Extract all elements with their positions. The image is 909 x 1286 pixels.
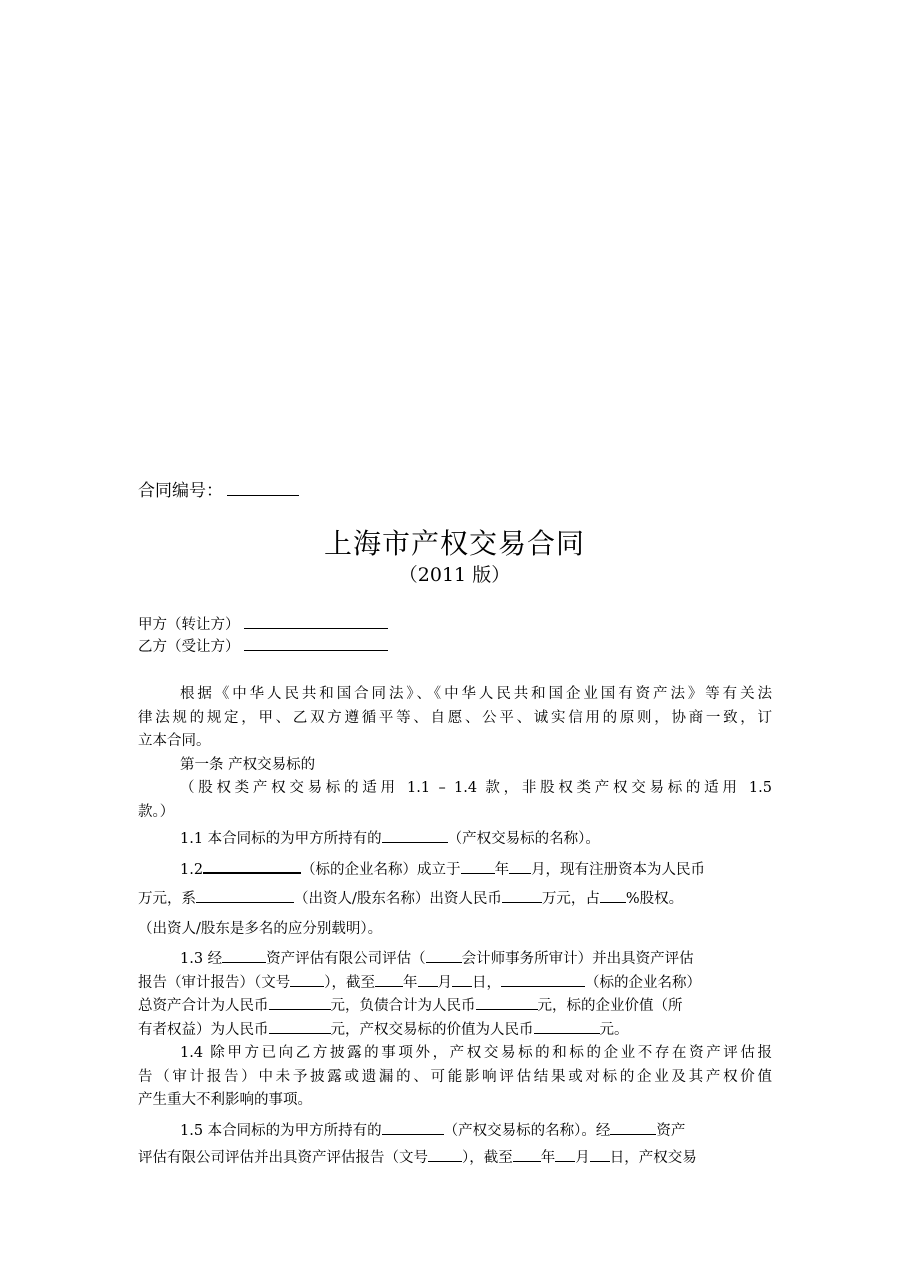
contract-number-blank bbox=[227, 479, 299, 496]
party-a bbox=[138, 614, 388, 636]
clause-1-3-text-h: 日， bbox=[472, 974, 501, 991]
clause-1-3 bbox=[138, 948, 772, 1042]
clause-1-4-line-1: 1.4 除甲方已向乙方披露的事项外，产权交易标的和标的企业不存在资产评估报 bbox=[180, 1045, 772, 1061]
clause-1-2-blank-company bbox=[203, 859, 301, 874]
clause-1-5-blank-appraiser bbox=[610, 1121, 656, 1135]
clause-1-3-line-4 bbox=[138, 1019, 772, 1043]
clause-1-1 bbox=[138, 828, 772, 852]
preamble-line-3: 立本合同。 bbox=[138, 733, 211, 749]
clause-1-2-line-2 bbox=[138, 888, 772, 912]
document-edition: （2011 版） bbox=[398, 564, 511, 586]
clause-1-2-text-h: %股权。 bbox=[625, 891, 684, 907]
clause-1-1-blank bbox=[382, 829, 448, 843]
article-1-note bbox=[138, 777, 772, 824]
clause-1-5-text-b: （产权交易标的名称）。经 bbox=[443, 1122, 611, 1139]
clause-1-3-blank-auditor bbox=[426, 949, 462, 963]
clause-1-5-text-g: 月 bbox=[575, 1150, 590, 1166]
clause-1-2-text-a: 1.2 bbox=[180, 861, 204, 878]
clause-1-2-text-d: 月，现有注册资本为人民币 bbox=[531, 861, 706, 878]
clause-1-4-line-2: 告（审计报告）中未予披露或遗漏的、可能影响评估结果或对标的企业及其产权价值 bbox=[138, 1068, 772, 1085]
clause-1-3-blank-appraiser bbox=[222, 949, 266, 963]
clause-1-3-text-f: 年 bbox=[403, 974, 418, 991]
preamble-line-1: 根据《中华人民共和国合同法》、《中华人民共和国企业国有资产法》等有关法 bbox=[180, 686, 772, 702]
clause-1-5-text-c: 资产 bbox=[656, 1122, 686, 1139]
article-1-title: 第一条 产权交易标的 bbox=[180, 756, 316, 773]
clause-1-3-text-b: 资产评估有限公司评估（ bbox=[266, 951, 426, 967]
clause-1-2-text-e: 万元，系 bbox=[138, 891, 196, 907]
clause-1-3-text-k: 元，负债合计为人民币 bbox=[330, 998, 476, 1014]
clause-1-5-text-f: 年 bbox=[540, 1150, 556, 1166]
clause-1-5-text-e: ），截至 bbox=[462, 1150, 513, 1166]
article-1-note-line-1: （股权类产权交易标的适用 1.1 – 1.4 款，非股权类产权交易标的适用 1.5 bbox=[180, 780, 772, 796]
party-b bbox=[138, 636, 388, 658]
clause-1-2-text-f: （出资人/股东名称）出资人民币 bbox=[294, 891, 502, 907]
clause-1-5-blank-day bbox=[590, 1148, 610, 1162]
clause-1-2-blank-month bbox=[509, 860, 531, 874]
clause-1-5-blank-year bbox=[513, 1148, 541, 1162]
clause-1-5-blank-subject bbox=[382, 1121, 444, 1135]
party-b-label: 乙方（受让方） bbox=[138, 639, 240, 655]
clause-1-5-text-h: 日，产权交易 bbox=[609, 1150, 697, 1166]
clause-1-3-text-l: 元，标的企业价值（所 bbox=[537, 998, 683, 1014]
contract-body bbox=[138, 683, 772, 1171]
clause-1-2-text-b: （标的企业名称）成立于 bbox=[301, 861, 461, 878]
clause-1-3-blank-company bbox=[501, 973, 585, 987]
clause-1-2-blank-investor bbox=[196, 889, 294, 903]
clause-1-3-line-1 bbox=[138, 948, 772, 972]
clause-1-5-line-1 bbox=[138, 1120, 772, 1144]
clause-1-2-blank-year bbox=[461, 860, 495, 874]
clause-1-3-text-g: 月 bbox=[437, 974, 452, 991]
clause-1-3-blank-year bbox=[375, 973, 403, 987]
party-a-blank bbox=[244, 614, 388, 629]
preamble bbox=[138, 683, 772, 754]
contract-number-label: 合同编号： bbox=[138, 481, 223, 501]
clause-1-5-text-a: 1.5 本合同标的为甲方所持有的 bbox=[180, 1122, 382, 1139]
clause-1-3-text-e: ），截至 bbox=[324, 974, 375, 991]
clause-1-1-text-b: （产权交易标的名称）。 bbox=[447, 831, 600, 847]
clause-1-5-text-d: 评估有限公司评估并出具资产评估报告（文号 bbox=[138, 1150, 428, 1166]
clause-1-3-text-i: （标的企业名称） bbox=[585, 974, 701, 991]
clause-1-3-blank-liabilities bbox=[476, 996, 538, 1010]
clause-1-1-text-a: 1.1 本合同标的为甲方所持有的 bbox=[180, 831, 382, 847]
clause-1-3-text-n: 元，产权交易标的价值为人民币 bbox=[330, 1021, 534, 1038]
party-a-label: 甲方（转让方） bbox=[138, 617, 240, 633]
clause-1-3-text-j: 总资产合计为人民币 bbox=[138, 998, 269, 1014]
clause-1-2-text-c: 年 bbox=[494, 861, 510, 878]
clause-1-3-line-3 bbox=[138, 995, 772, 1019]
article-1-note-line-2: 款。） bbox=[138, 803, 175, 820]
clause-1-2-blank-amount bbox=[502, 889, 542, 903]
clause-1-3-blank-month bbox=[418, 973, 438, 987]
clause-1-3-blank-value bbox=[534, 1020, 600, 1034]
clause-1-2-line-1 bbox=[138, 859, 772, 883]
clause-1-3-text-m: 有者权益）为人民币 bbox=[138, 1021, 269, 1038]
clause-1-3-line-2 bbox=[138, 972, 772, 996]
clause-1-2-blank-percent bbox=[600, 889, 626, 903]
clause-1-2-line-3: （出资人/股东是多名的应分别载明）。 bbox=[138, 920, 383, 937]
clause-1-3-blank-assets bbox=[269, 996, 331, 1010]
clause-1-3-blank-day bbox=[452, 973, 472, 987]
clause-1-2 bbox=[138, 859, 772, 942]
clause-1-5 bbox=[138, 1120, 772, 1171]
contract-number bbox=[138, 478, 299, 504]
clause-1-4-line-3: 产生重大不利影响的事项。 bbox=[138, 1092, 312, 1108]
clause-1-5-blank-month bbox=[555, 1148, 575, 1162]
clause-1-3-blank-docno bbox=[290, 973, 324, 987]
preamble-line-2: 律法规的规定，甲、乙双方遵循平等、自愿、公平、诚实信用的原则，协商一致，订 bbox=[138, 709, 772, 726]
clause-1-3-text-d: 报告（审计报告）（文号 bbox=[138, 974, 291, 991]
clause-1-5-line-2 bbox=[138, 1147, 772, 1171]
clause-1-4 bbox=[138, 1042, 772, 1113]
document-title: 上海市产权交易合同 bbox=[323, 527, 585, 560]
clause-1-3-blank-equity bbox=[269, 1020, 331, 1034]
clause-1-3-text-a: 1.3 经 bbox=[180, 951, 223, 967]
clause-1-5-blank-docno bbox=[428, 1148, 462, 1162]
clause-1-3-text-o: 元。 bbox=[599, 1021, 629, 1038]
clause-1-3-text-c: 会计师事务所审计）并出具资产评估 bbox=[461, 951, 694, 967]
clause-1-2-text-g: 万元，占 bbox=[541, 891, 600, 907]
party-b-blank bbox=[244, 636, 388, 651]
